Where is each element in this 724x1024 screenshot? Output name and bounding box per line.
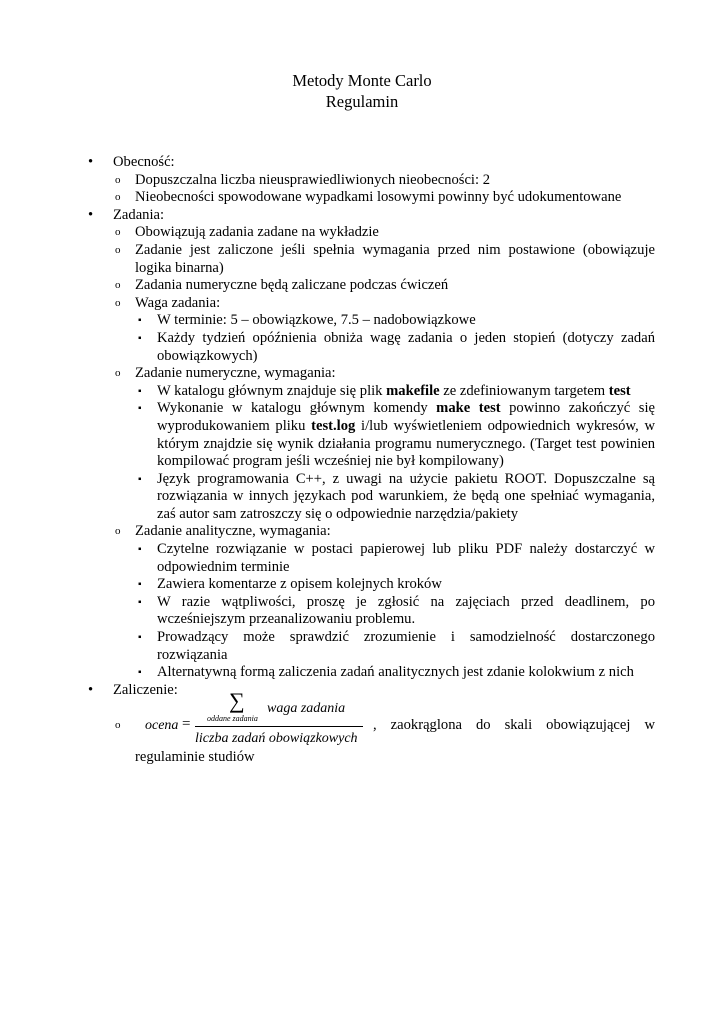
list-item	[0, 189, 724, 207]
list-item	[0, 242, 724, 277]
formula-trailing-text-continued: regulaminie studiów	[135, 749, 255, 766]
list-item-text: Zawiera komentarze z opisem kolejnych kroków	[157, 576, 442, 593]
section-label: Zadania:	[113, 206, 165, 223]
list-item-text: Dopuszczalna liczba nieusprawiedliwionych nieobecności: 2	[135, 171, 490, 188]
fraction-bar	[195, 726, 363, 727]
list-item-text: Prowadzący może sprawdzić zrozumienie i samodzielność dostarczonego rozwiązania	[157, 629, 655, 663]
list-item-text: W terminie: 5 – obowiązkowe, 7.5 – nadobowiązkowe	[157, 312, 476, 329]
text-run: W katalogu głównym znajduje się plik	[157, 382, 387, 399]
circle-marker: o	[115, 719, 121, 732]
square-marker: ▪	[138, 473, 142, 485]
subsection-label: Zadanie numeryczne, wymagania:	[135, 365, 336, 382]
formula-equals: =	[182, 716, 191, 733]
bullet-marker: •	[88, 681, 94, 698]
document-title: Metody Monte Carlo	[292, 71, 432, 90]
list-item-text	[157, 400, 655, 470]
sum-symbol: ∑	[229, 688, 245, 714]
section-zaliczenie	[0, 682, 724, 700]
square-marker: ▪	[138, 403, 142, 415]
list-item-text: Alternatywną formą zaliczenia zadań analitycznych jest zdanie kolokwium z nich	[157, 664, 634, 681]
text-run: powinno zakończyć się wyprodukowaniem pliku	[157, 400, 655, 434]
circle-marker: o	[115, 226, 121, 239]
bullet-marker: •	[88, 154, 94, 170]
square-marker: ▪	[138, 544, 142, 556]
make-test-command: make test	[436, 400, 501, 417]
section-zadania	[0, 207, 724, 225]
list-item	[0, 541, 724, 576]
circle-marker: o	[115, 243, 121, 256]
list-item-text: W razie wątpliwości, proszę je zgłosić na zajęciach przed deadlinem, po wcześniejszym przeanalizowaniu problemu.	[157, 593, 655, 628]
subsection-label: Zadanie analityczne, wymagania:	[135, 523, 331, 540]
list-item-text: Obowiązują zadania zadane na wykładzie	[135, 224, 379, 241]
subsection-label: Waga zadania:	[135, 294, 221, 311]
document-title-block	[0, 70, 724, 112]
list-item	[0, 172, 724, 190]
subsection-waga	[0, 295, 724, 313]
text-run: Wykonanie w katalogu głównym komendy	[157, 400, 437, 417]
list-item-text: Każdy tydzień opóźnienia obniża wagę zadania o jeden stopień (dotyczy zadań obowiązkowych)	[157, 329, 655, 364]
makefile-term: makefile	[386, 382, 440, 399]
section-obecnosc	[0, 154, 724, 172]
square-marker: ▪	[138, 667, 142, 679]
formula-lhs: ocena	[145, 718, 179, 734]
square-marker: ▪	[138, 315, 142, 327]
text-run: ze zdefiniowanym targetem	[439, 382, 609, 399]
square-marker: ▪	[138, 632, 142, 644]
text-run: i/lub wyświetleniem odpowiednich wykresów, w którym znajdzie się wynik działania programu numerycznego. (Target test powinien kompilować program jeśli wcześniej nie był kompilowany)	[157, 417, 655, 470]
formula-numerator: waga zadania	[267, 701, 346, 717]
subsection-numeryczne	[0, 365, 724, 383]
list-item	[0, 629, 724, 664]
list-item	[0, 330, 724, 365]
list-item	[0, 312, 724, 330]
square-marker: ▪	[138, 332, 142, 344]
list-item	[0, 400, 724, 470]
circle-marker: o	[115, 525, 121, 538]
circle-marker: o	[115, 367, 121, 380]
list-item	[0, 576, 724, 594]
list-item-text: Zadania numeryczne będą zaliczane podczas ćwiczeń	[135, 277, 449, 294]
square-marker: ▪	[138, 579, 142, 591]
circle-marker: o	[115, 173, 121, 186]
test-log-file: test.log	[311, 417, 356, 434]
list-item	[0, 383, 724, 401]
list-item-text: Język programowania C++, z uwagi na użycie pakietu ROOT. Dopuszczalne są rozwiązania w innych językach pod warunkiem, że będą one spełniać wymagania, zaś autor sam zatroszczy się o odpowiednie narzędzia/pakiety	[157, 470, 655, 522]
square-marker: ▪	[138, 596, 142, 608]
list-item-text: Nieobecności spowodowane wypadkami losowymi powinny być udokumentowane	[135, 189, 622, 206]
list-item-text	[157, 383, 655, 401]
section-label: Zaliczenie:	[113, 681, 178, 698]
list-item	[0, 471, 724, 524]
section-label: Obecność:	[113, 154, 175, 170]
circle-marker: o	[115, 296, 121, 309]
rules-list	[0, 154, 724, 767]
bullet-marker: •	[88, 206, 94, 223]
circle-marker: o	[115, 279, 121, 292]
subsection-analityczne	[0, 523, 724, 541]
circle-marker: o	[115, 191, 121, 204]
formula-trailing-text: , zaokrąglona do skali obowiązującej w	[373, 717, 655, 734]
test-target-term: test	[608, 382, 631, 399]
document-subtitle: Regulamin	[325, 92, 399, 111]
list-item	[0, 224, 724, 242]
list-item	[0, 277, 724, 295]
grade-formula	[145, 688, 375, 749]
formula-denominator: liczba zadań obowiązkowych	[195, 731, 358, 747]
list-item-text: Zadanie jest zaliczone jeśli spełnia wymagania przed nim postawione (obowiązuje logika binarna)	[135, 241, 655, 276]
square-marker: ▪	[138, 385, 142, 397]
list-item-text: Czytelne rozwiązanie w postaci papierowej lub pliku PDF należy dostarczyć w odpowiednim terminie	[157, 541, 655, 575]
list-item	[0, 594, 724, 629]
sum-subscript: oddane zadania	[207, 714, 258, 724]
list-item	[0, 664, 724, 682]
